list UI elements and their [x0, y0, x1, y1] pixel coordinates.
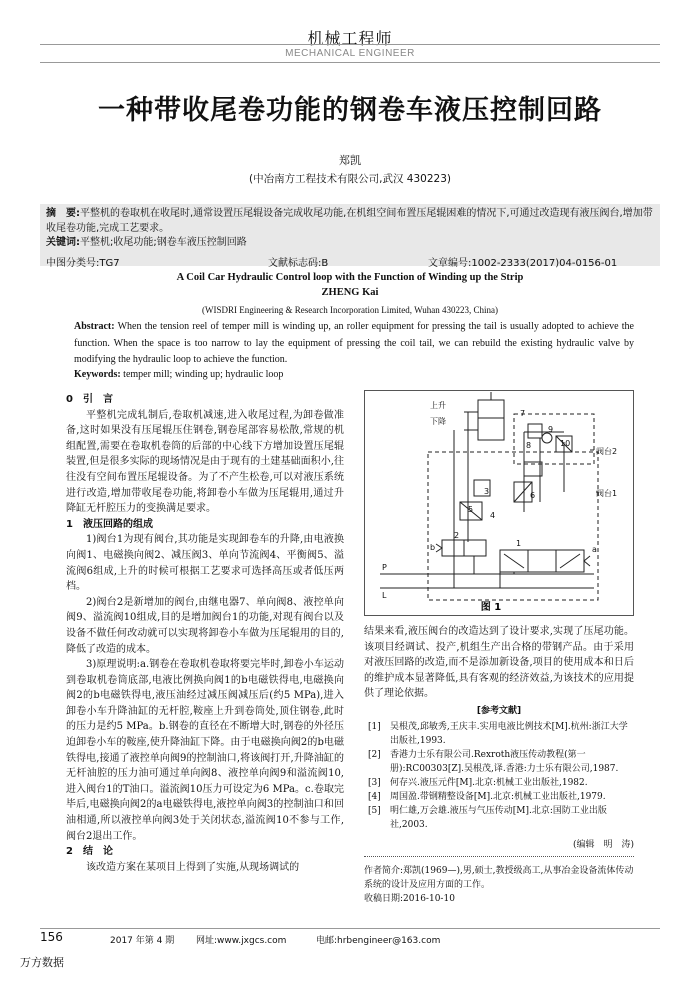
footer-rule	[40, 928, 660, 929]
reference-item: [1] 吴根茂,邱敏秀,王庆丰.实用电液比例技术[M].杭州:浙江大学出版社,1993.	[368, 722, 628, 746]
class-number: 中图分类号:TG7	[46, 258, 120, 269]
section-1-paragraph-2: 2)阀台2是新增加的阀台,由继电器7、单向阀8、液控单向阀9、溢流阀10组成,目的是增加阀台1的功能,对现有阀台以及设备不做任何改动就可以实现将卸卷小车做为压尾辊用的目的,降低了改造的成本。	[66, 596, 344, 655]
label-port-l: L	[382, 591, 387, 600]
label-n3: 3	[484, 487, 490, 496]
abstract-label: 摘 要:	[46, 208, 80, 219]
abstract-text	[46, 207, 656, 251]
watermark: 万方数据	[20, 956, 64, 969]
english-keywords	[74, 369, 634, 380]
section-1-paragraph-3: 3)原理说明:a.钢卷在卷取机卷取将要完毕时,卸卷小车运动到卷取机卷筒底部,电液比例换向阀1的b电磁铁得电,电磁换向阀2的b电磁铁得电,液压油经过减压阀减压后(约5 MPa),进入卸卷小车升降油缸的无杆腔,鞍座上升到卷筒处,顶住钢卷,此时的压力是约5 MPa。b.钢卷的直径在不断增大时,钢卷的外径压迫卸卷小车的鞍座,使升降油缸下降。由于电磁换向阀2的b电磁铁得电,接通了液控单向阀9的控制油口,将该阀打开,升降油缸的无杆油腔的压力油可通过单向阀8、液控单向阀9和溢流阀10,进入阀台1的T油口。溢流阀10压力可设定为6 MPa。c.卷取完毕后,电磁换向阀2的a电磁铁得电,液控单向阀3的控制油口和回油相通,所以液控单向阀3处于关闭状态,溢流阀10不参与工作,阀台2退出工作。	[66, 659, 344, 842]
section-2-paragraph-2: 结果来看,液压阀台的改造达到了设计要求,实现了压尾功能。该项目经调试、投产,机组生产出合格的带钢产品。由于采用对液压回路的改造,而不是添加新设备,项目的使用成本和日后的维护成本显著降低,具有客观的经济效益,为该技术的应用提供了理论依据。	[364, 626, 634, 700]
label-down: 下降	[430, 417, 446, 426]
section-2-paragraph-1: 该改造方案在某项目上得到了实施,从现场调试的	[86, 861, 300, 873]
references-heading: [参考文献]	[476, 706, 522, 716]
reference-item: [4] 周国盈.带钢精整设备[M].北京:机械工业出版社,1979.	[368, 792, 606, 802]
author-name: 郑凯	[339, 154, 361, 167]
author-bio	[364, 864, 634, 906]
reference-item: [5] 明仁雄,万会雄.液压与气压传动[M].北京:国防工业出版社,2003.	[368, 806, 607, 830]
label-port-p: P	[382, 563, 387, 572]
author-affiliation: (中冶南方工程技术有限公司,武汉 430223)	[249, 173, 451, 185]
english-abstract	[74, 319, 634, 369]
journal-name: 机械工程师	[307, 29, 393, 48]
section-1-heading: 1 液压回路的组成	[66, 518, 153, 530]
figure-caption: 图 1	[480, 602, 502, 613]
article-number: 文章编号:1002-2333(2017)04-0156-01	[428, 258, 618, 269]
label-n7: 7	[520, 409, 526, 418]
label-n9: 9	[548, 425, 554, 434]
issue-info: 2017 年第 4 期	[110, 936, 175, 946]
label-n10: 10	[560, 439, 571, 448]
section-1-paragraph-1: 1)阀台1为现有阀台,其功能是实现卸卷车的升降,由电液换向阀1、电磁换向阀2、减压阀3、单向节流阀4、平衡阀5、溢流阀6组成,上升的时候可根据工艺要求可选择高压或者低压两档。	[66, 534, 344, 593]
header-rule-top	[40, 44, 660, 45]
english-abstract-body: When the tension reel of temper mill is winding up, an roller equipment for pressing the tail is usually adopted to achieve the function. When the space is too narrow to lay the equipment of pressing the coil tail, we can rebuild the existing hydraulic valve by modifying the hydraulic loop to achieve the function.	[74, 321, 634, 365]
left-column	[66, 392, 344, 875]
english-affiliation: (WISDRI Engineering & Research Incorporation Limited, Wuhan 430223, China)	[202, 305, 498, 315]
english-abstract-label: Abstract:	[74, 321, 115, 332]
english-keywords-label: Keywords:	[74, 369, 121, 380]
editor-note: (编辑 明 涛)	[572, 840, 634, 850]
section-0-paragraph: 平整机完成轧制后,卷取机减速,进入收尾过程,为卸卷做准备,这时如果没有压尾辊压住钢卷,钢卷尾部容易松散,常规的机组配置,需要在卷取机卷筒的后部的中心线下方增加设置压尾辊装置,但是很多实际的现场情况是由于现有的土建基础面积小,往往没有空间布置压尾辊设备。为了不产生松卷,可以对液压系统进行改造,增加带收尾卷功能,将卸卷小车做为压尾辊用,通过升降缸无杆腔压力的变换满足要求。	[66, 409, 344, 515]
english-author: ZHENG Kai	[321, 287, 379, 298]
journal-name-en: MECHANICAL ENGINEER	[285, 48, 415, 59]
keywords-label: 关键词:	[46, 237, 80, 248]
document-code: 文献标志码:B	[268, 258, 329, 269]
label-n6: 6	[530, 491, 536, 500]
reference-item: [2] 香港力士乐有限公司.Rexroth液压传动教程(第一册):RC00303[Z].吴根茂,译.香港:力士乐有限公司,1987.	[368, 750, 619, 774]
section-0-heading: 0 引 言	[66, 394, 113, 405]
received-date: 收稿日期:2016-10-10	[364, 894, 455, 904]
website[interactable]: 网址:www.jxgcs.com	[196, 936, 287, 946]
label-a-right: a	[592, 545, 597, 554]
right-column-text	[364, 624, 634, 702]
header-rule-bottom	[40, 62, 660, 63]
label-valve-block-1: 阀台1	[596, 489, 618, 498]
label-n4: 4	[490, 511, 496, 520]
page-number: 156	[40, 930, 63, 944]
label-up: 上升	[430, 401, 446, 410]
references	[364, 704, 634, 852]
label-n8: 8	[526, 441, 532, 450]
section-2-heading: 2 结 论	[66, 846, 113, 858]
keywords-body: 平整机;收尾功能;钢卷车液压控制回路	[80, 237, 247, 248]
label-n2: 2	[454, 531, 460, 540]
label-valve-block-2: 阀台2	[596, 447, 618, 456]
label-n5: 5	[468, 505, 474, 514]
label-n1: 1	[516, 539, 522, 548]
email[interactable]: 电邮:hrbengineer@163.com	[316, 936, 441, 946]
figure-frame	[364, 390, 634, 616]
english-title: A Coil Car Hydraulic Control loop with the Function of Winding up the Strip	[176, 272, 524, 283]
page-title: 一种带收尾卷功能的钢卷车液压控制回路	[98, 95, 602, 126]
label-b-left: b	[430, 543, 436, 552]
english-keywords-body: temper mill; winding up; hydraulic loop	[123, 369, 284, 380]
author-bio-text: 作者简介:郑凯(1969—),男,硕士,教授级高工,从事冶金设备流体传动系统的设计及应用方面的工作。	[364, 866, 634, 890]
abstract-body: 平整机的卷取机在收尾时,通常设置压尾辊设备完成收尾功能,在机组空间布置压尾辊困难的情况下,可通过改造现有液压阀台,增加带收尾卷功能,完成工艺要求。	[46, 208, 653, 234]
reference-item: [3] 何存兴.液压元件[M].北京:机械工业出版社,1982.	[368, 778, 588, 788]
bio-divider	[364, 856, 634, 857]
